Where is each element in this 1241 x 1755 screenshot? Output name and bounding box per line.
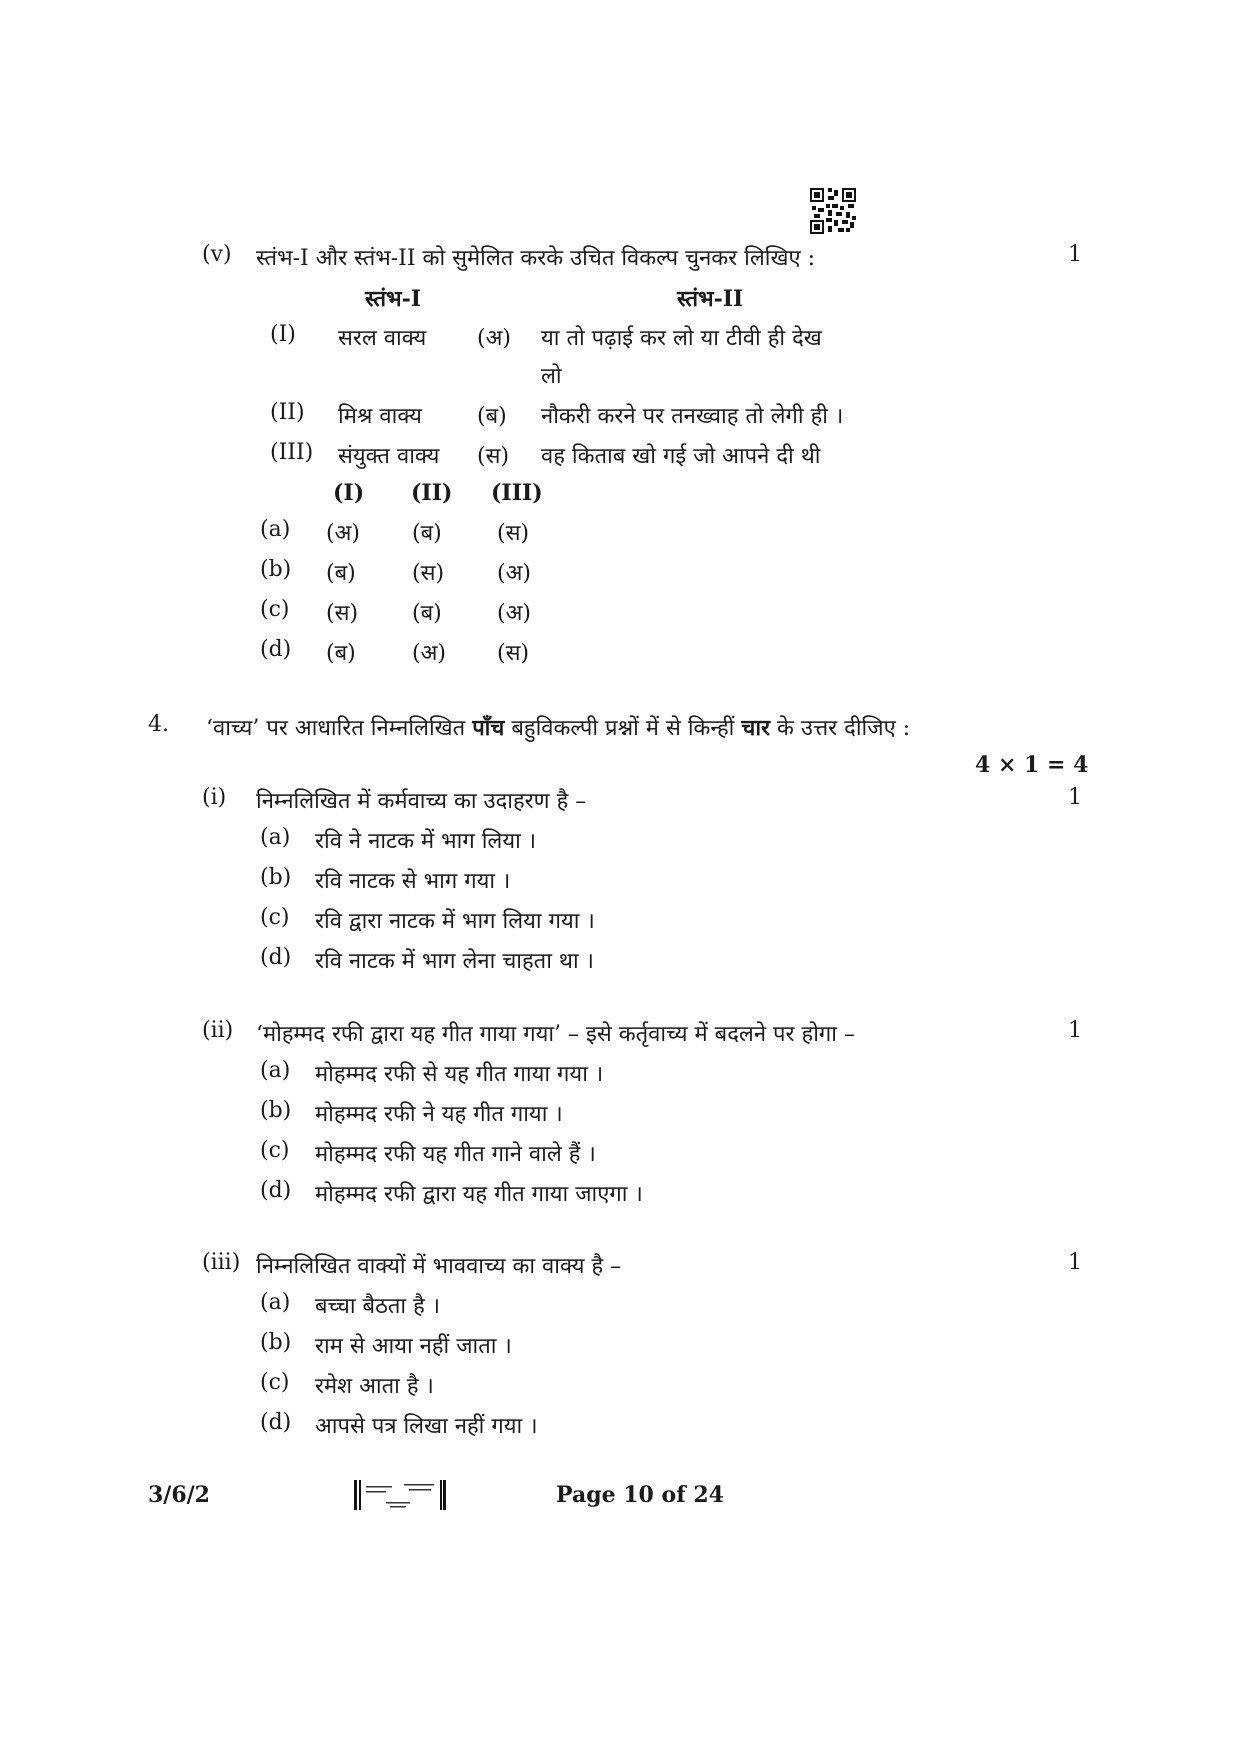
- option-label: (d): [260, 945, 292, 970]
- option-text: मोहम्मद रफी यह गीत गाने वाले हैं ।: [315, 1142, 596, 1167]
- option-text: रमेश आता है ।: [315, 1374, 434, 1399]
- option-label: (d): [260, 637, 292, 662]
- option-value: (स): [497, 641, 530, 666]
- match-row-num: (III): [270, 440, 314, 465]
- option-value: (अ): [326, 521, 360, 546]
- match-row-key: (अ): [477, 326, 511, 351]
- column-1-header: स्तंभ-I: [365, 286, 421, 312]
- option-text: मोहम्मद रफी द्वारा यह गीत गाया जाएगा ।: [315, 1182, 643, 1207]
- q3v-prompt: स्तंभ-I और स्तंभ-II को सुमेलित करके उचित विकल्प चुनकर लिखिए :: [256, 246, 816, 271]
- sub-question-marks: 1: [1068, 785, 1082, 810]
- match-row-key: (ब): [477, 404, 507, 429]
- option-value: (ब): [326, 641, 356, 666]
- option-label: (b): [260, 865, 292, 890]
- option-column-header: (II): [411, 480, 453, 506]
- sub-question-number: (iii): [202, 1250, 241, 1275]
- option-label: (b): [260, 1330, 292, 1355]
- option-text: रवि द्वारा नाटक में भाग लिया गया ।: [315, 909, 595, 934]
- q3v-marks: 1: [1068, 242, 1082, 267]
- option-column-header: (I): [333, 480, 365, 506]
- match-row-left: मिश्र वाक्य: [338, 404, 422, 429]
- option-text: रवि नाटक में भाग लेना चाहता था ।: [315, 949, 594, 974]
- option-label: (b): [260, 1098, 292, 1123]
- q4-total-marks: 4 × 1 = 4: [975, 752, 1089, 778]
- option-label: (c): [260, 905, 290, 930]
- page-number: Page 10 of 24: [556, 1482, 724, 1508]
- sub-question-number: (ii): [202, 1018, 234, 1043]
- option-label: (b): [260, 557, 292, 582]
- option-label: (d): [260, 1410, 292, 1435]
- option-value: (स): [497, 521, 530, 546]
- option-text: रवि ने नाटक में भाग लिया ।: [315, 829, 537, 854]
- match-row-left: सरल वाक्य: [338, 326, 427, 351]
- q4-number: 4.: [148, 712, 169, 737]
- option-label: (a): [260, 1290, 291, 1315]
- sub-question-marks: 1: [1068, 1018, 1082, 1043]
- option-label: (a): [260, 825, 291, 850]
- sub-question-number: (i): [202, 785, 227, 810]
- match-row-right: वह किताब खो गई जो आपने दी थी: [541, 444, 821, 469]
- sub-question-text: ‘मोहम्मद रफी द्वारा यह गीत गाया गया’ – इसे कर्तृवाच्य में बदलने पर होगा –: [256, 1022, 855, 1047]
- option-value: (स): [326, 601, 359, 626]
- option-value: (ब): [326, 561, 356, 586]
- sub-question-marks: 1: [1068, 1250, 1082, 1275]
- match-row-right: या तो पढ़ाई कर लो या टीवी ही देख: [541, 326, 822, 351]
- option-value: (ब): [412, 521, 442, 546]
- option-text: आपसे पत्र लिखा नहीं गया ।: [315, 1414, 538, 1439]
- q4-instruction: ‘वाच्य’ पर आधारित निम्नलिखित पाँच बहुविकल्पी प्रश्नों में से किन्हीं चार के उत्तर दीजिए :: [206, 715, 911, 741]
- option-label: (c): [260, 597, 290, 622]
- option-text: मोहम्मद रफी से यह गीत गाया गया ।: [315, 1062, 604, 1087]
- option-value: (अ): [412, 641, 446, 666]
- option-label: (c): [260, 1138, 290, 1163]
- match-row-right: नौकरी करने पर तनख्वाह तो लेगी ही ।: [541, 404, 844, 429]
- option-label: (d): [260, 1178, 292, 1203]
- qr-code-icon: [810, 188, 856, 234]
- option-text: राम से आया नहीं जाता ।: [315, 1334, 512, 1359]
- match-row-num: (II): [270, 400, 305, 425]
- sub-question-text: निम्नलिखित वाक्यों में भाववाच्य का वाक्य है –: [256, 1254, 622, 1279]
- match-row-key: (स): [477, 444, 510, 469]
- q3v-number: (v): [202, 242, 232, 267]
- option-value: (ब): [412, 601, 442, 626]
- option-text: बच्चा बैठता है ।: [315, 1294, 441, 1319]
- paper-code: 3/6/2: [148, 1482, 210, 1508]
- option-text: मोहम्मद रफी ने यह गीत गाया ।: [315, 1102, 563, 1127]
- column-2-header: स्तंभ-II: [677, 286, 744, 312]
- match-row-right-cont: लो: [541, 364, 562, 389]
- match-row-num: (I): [270, 322, 296, 347]
- option-column-header: (III): [491, 480, 543, 506]
- option-value: (अ): [497, 561, 531, 586]
- option-value: (स): [412, 561, 445, 586]
- match-row-left: संयुक्त वाक्य: [338, 444, 440, 469]
- option-text: रवि नाटक से भाग गया ।: [315, 869, 511, 894]
- option-label: (a): [260, 517, 291, 542]
- sub-question-text: निम्नलिखित में कर्मवाच्य का उदाहरण है –: [256, 789, 587, 814]
- barcode-icon: [354, 1480, 446, 1510]
- option-label: (c): [260, 1370, 290, 1395]
- option-label: (a): [260, 1058, 291, 1083]
- option-value: (अ): [497, 601, 531, 626]
